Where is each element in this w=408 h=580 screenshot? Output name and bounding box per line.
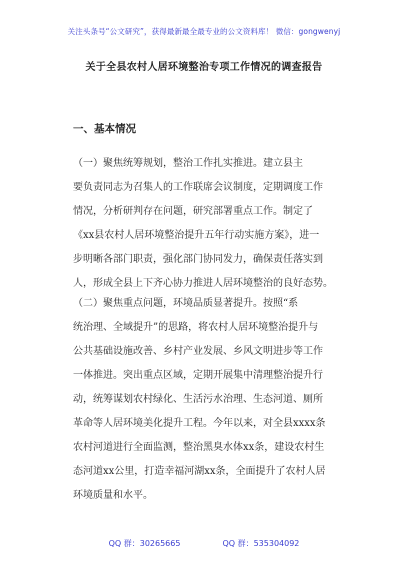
header-banner: 关注头条号“公文研究”，获得最新最全最专业的公文资料库！ 微信：gongwenyj xyxy=(67,27,341,36)
paragraph-2 xyxy=(73,292,343,508)
paragraph-line: 人，形成全县上下齐心协力推进人居环境整治的良好态势。 xyxy=(73,278,333,289)
paragraph-line: 环境质量和水平。 xyxy=(73,490,153,501)
paragraph-line: 革命等人居环境美化提升工程。今年以来，对全县xxxx条 xyxy=(73,418,326,429)
footer-qq-group-1: QQ 群：30265665 xyxy=(108,539,181,548)
section-heading: 一、基本情况 xyxy=(73,123,136,135)
paragraph-line: 统治理、全域提升”的思路，将农村人居环境整治提升与 xyxy=(73,322,319,333)
paragraph-line: 公共基础设施改善、乡村产业发展、乡风文明进步等工作 xyxy=(73,346,323,357)
paragraph-line: 《xx县农村人居环境整治提升五年行动实施方案》，进一 xyxy=(73,230,320,241)
paragraph-line: 要负责同志为召集人的工作联席会议制度，定期调度工作 xyxy=(73,182,323,193)
document-title: 关于全县农村人居环境整治专项工作情况的调查报告 xyxy=(85,62,323,73)
paragraph-line: 农村河道进行全面监测，整治黑臭水体xx条，建设农村生 xyxy=(73,442,325,453)
paragraph-line: 一体推进。突出重点区域，定期开展集中清理整治提升行 xyxy=(73,370,323,381)
paragraph-line: 情况，分析研判存在问题，研究部署重点工作。制定了 xyxy=(73,206,313,217)
paragraph-line: 动，统筹谋划农村绿化、生活污水治理、生态河道、厕所 xyxy=(73,394,323,405)
paragraph-line: 态河道xx公里，打造幸福河湖xx条，全面提升了农村人居 xyxy=(73,466,326,477)
paragraph-line: （一）聚焦统筹规划，整治工作扎实推进。建立县主 xyxy=(73,158,303,169)
footer-contact xyxy=(0,538,408,549)
paragraph-1 xyxy=(73,152,343,296)
paragraph-line: 步明晰各部门职责，强化部门协同发力，确保责任落实到 xyxy=(73,254,323,265)
footer-qq-group-2: QQ 群：535304092 xyxy=(222,539,300,548)
paragraph-line: （二）聚焦重点问题，环境品质显著提升。按照“系 xyxy=(73,298,299,309)
